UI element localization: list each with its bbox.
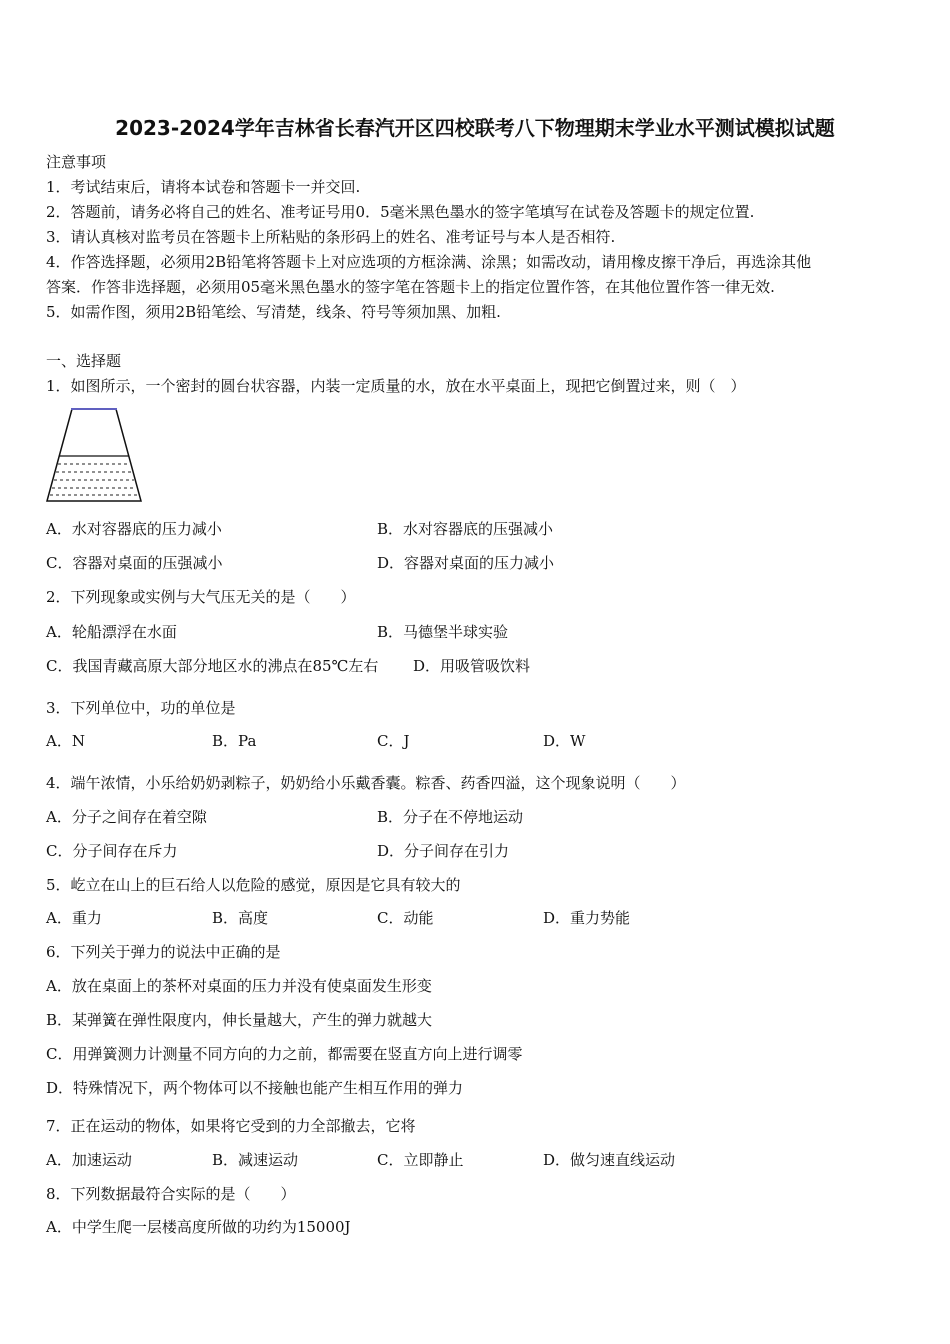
notice-item: 2．答题前，请务必将自己的姓名、准考证号用0．5毫米黑色墨水的签字笔填写在试卷及答题卡的规定位置. (46, 203, 755, 221)
option: A．分子之间存在着空隙 (46, 808, 207, 826)
question-stem: 1．如图所示，一个密封的圆台状容器，内装一定质量的水，放在水平桌面上，现把它倒置过来，则（ ） (46, 377, 746, 395)
option: B．Pa (212, 732, 257, 750)
frustum-container-figure (44, 406, 144, 504)
option: C．立即静止 (377, 1151, 464, 1169)
option: D．容器对桌面的压力减小 (377, 554, 555, 572)
option: B．马德堡半球实验 (377, 623, 509, 641)
option: D．特殊情况下，两个物体可以不接触也能产生相互作用的弹力 (46, 1079, 464, 1097)
option: C．用弹簧测力计测量不同方向的力之前，都需要在竖直方向上进行调零 (46, 1045, 523, 1063)
section-heading: 一、选择题 (46, 352, 122, 370)
option: D．分子间存在引力 (377, 842, 510, 860)
option: C．分子间存在斥力 (46, 842, 178, 860)
notice-item: 3．请认真核对监考员在答题卡上所粘贴的条形码上的姓名、准考证号与本人是否相符. (46, 228, 616, 246)
option: D．重力势能 (543, 909, 631, 927)
question-stem: 3．下列单位中，功的单位是 (46, 699, 236, 717)
option: B．高度 (212, 909, 269, 927)
option: A．轮船漂浮在水面 (46, 623, 177, 641)
option: A．N (46, 732, 85, 750)
question-stem: 2．下列现象或实例与大气压无关的是（ ） (46, 588, 356, 606)
option: D．做匀速直线运动 (543, 1151, 676, 1169)
question-stem: 7．正在运动的物体，如果将它受到的力全部撤去，它将 (46, 1117, 416, 1135)
option: C．我国青藏高原大部分地区水的沸点在85℃左右 (46, 657, 379, 675)
question-stem: 5．屹立在山上的巨石给人以危险的感觉，原因是它具有较大的 (46, 876, 461, 894)
exam-title: 2023-2024学年吉林省长春汽开区四校联考八下物理期末学业水平测试模拟试题 (115, 116, 835, 140)
option: D．W (543, 732, 586, 750)
option: A．中学生爬一层楼高度所做的功约为15000J (46, 1218, 351, 1236)
notice-item: 5．如需作图，须用2B铅笔绘、写清楚，线条、符号等须加黑、加粗. (46, 303, 501, 321)
notice-heading: 注意事项 (46, 153, 107, 171)
notice-item: 4．作答选择题，必须用2B铅笔将答题卡上对应选项的方框涂满、涂黑；如需改动，请用橡皮擦干净后，再选涂其他 (46, 253, 812, 271)
option: A．加速运动 (46, 1151, 132, 1169)
option: C．动能 (377, 909, 434, 927)
option: D．用吸管吸饮料 (413, 657, 531, 675)
option: A．放在桌面上的茶杯对桌面的压力并没有使桌面发生形变 (46, 977, 432, 995)
option: C．J (377, 732, 410, 750)
notice-item: 1．考试结束后，请将本试卷和答题卡一并交回. (46, 178, 361, 196)
option: A．水对容器底的压力减小 (46, 520, 222, 538)
notice-item: 答案．作答非选择题，必须用05毫米黑色墨水的签字笔在答题卡上的指定位置作答，在其他位置作答一律无效. (46, 278, 775, 296)
option: B．某弹簧在弹性限度内，伸长量越大，产生的弹力就越大 (46, 1011, 433, 1029)
option: B．分子在不停地运动 (377, 808, 524, 826)
option: A．重力 (46, 909, 102, 927)
question-stem: 6．下列关于弹力的说法中正确的是 (46, 943, 281, 961)
option: B．水对容器底的压强减小 (377, 520, 554, 538)
question-stem: 8．下列数据最符合实际的是（ ） (46, 1185, 296, 1203)
question-stem: 4．端午浓情，小乐给奶奶剥粽子，奶奶给小乐戴香囊。粽香、药香四溢，这个现象说明（ ） (46, 774, 686, 792)
option: C．容器对桌面的压强减小 (46, 554, 223, 572)
option: B．减速运动 (212, 1151, 299, 1169)
